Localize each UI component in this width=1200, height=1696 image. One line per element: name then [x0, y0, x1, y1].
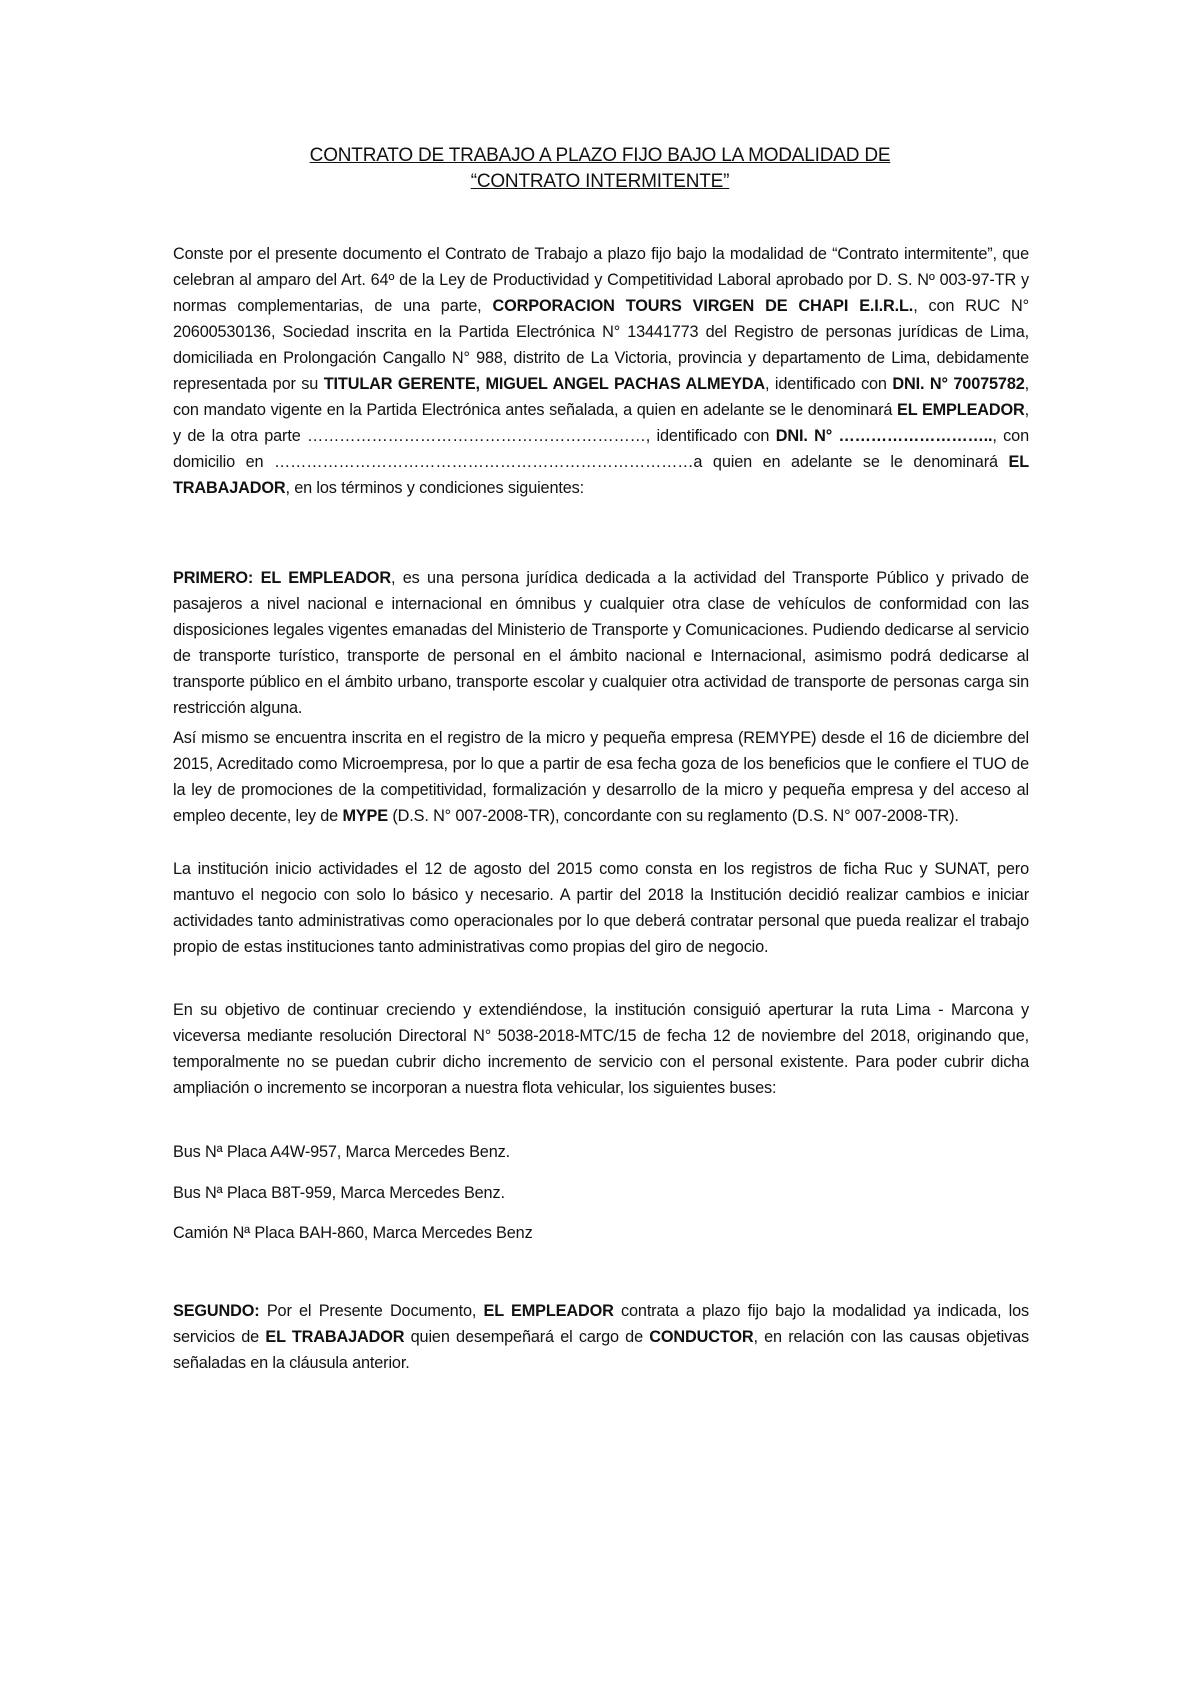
text-segment: quien desempeñará el cargo de: [404, 1328, 650, 1346]
clause-primero-paragraph: [173, 565, 1029, 721]
clause-segundo-block: [173, 1298, 1029, 1376]
text-segment: , y de la otra parte ………………………………………………………, identificado con: [173, 401, 1029, 445]
text-segment: Por el Presente Documento,: [259, 1302, 484, 1320]
bold-text-segment: DNI. N° ………………………..: [775, 427, 993, 445]
bus-list-item: [173, 1220, 1029, 1246]
text-segment: , identificado con: [765, 375, 893, 393]
document-title: [170, 143, 1030, 195]
objetivo-block: [173, 997, 1029, 1101]
text-segment: Así mismo se encuentra inscrita en el registro de la micro y pequeña empresa (REMYPE) desde el 16 de diciembre del 2015, Acreditado como Microempresa, por lo que a partir de esa fecha goza de los beneficios que le confiere el TUO de la ley de promociones de la competitividad, formalización y desarrollo de la micro y pequeña empresa y del acceso al empleo decente, ley de: [173, 729, 1029, 825]
bus-list-item: [173, 1180, 1029, 1206]
text-segment: , en los términos y condiciones siguientes:: [285, 479, 585, 497]
text-segment: (D.S. N° 007-2008-TR), concordante con su reglamento (D.S. N° 007-2008-TR).: [387, 807, 959, 825]
bold-text-segment: SEGUNDO:: [173, 1302, 260, 1320]
text-segment: En su objetivo de continuar creciendo y extendiéndose, la institución consiguió aperturar la ruta Lima - Marcona y viceversa mediante resolución Directoral N° 5038-2018-MTC/15 de fecha 12 de noviembre del 2018, originando que, temporalmente no se puedan cubrir dicho incremento de servicio con el personal existente. Para poder cubrir dicha ampliación o incremento se incorporan a nuestra flota vehicular, los siguientes buses:: [173, 1001, 1029, 1097]
bold-text-segment: TITULAR GERENTE, MIGUEL ANGEL PACHAS ALMEYDA: [323, 375, 765, 393]
intro-block: [173, 241, 1029, 501]
bus-list-item: [173, 1139, 1029, 1165]
bus-line-2: Bus Nª Placa B8T-959, Marca Mercedes Benz.: [173, 1184, 505, 1202]
text-segment: contrata a plazo fijo bajo la modalidad ya indicada, los servicios de: [173, 1302, 1029, 1346]
text-segment: , con RUC N° 20600530136, Sociedad inscrita en la Partida Electrónica N° 13441773 del Registro de personas jurídicas de Lima, domiciliada en Prolongación Cangallo N° 988, distrito de La Victoria, provincia y departamento de Lima, debidamente representada por su: [173, 297, 1030, 393]
bold-text-segment: CONDUCTOR: [649, 1328, 754, 1346]
remype-paragraph: [173, 725, 1029, 829]
text-segment: Conste por el presente documento el Contrato de Trabajo a plazo fijo bajo la modalidad de “Contrato intermitente”, que celebran al amparo del Art. 64º de la Ley de Productividad y Competitividad Laboral aprobado por D. S. Nº 003-97-TR y normas complementarias, de una parte,: [173, 245, 1029, 315]
remype-block: [173, 725, 1029, 829]
bold-text-segment: PRIMERO: EL EMPLEADOR: [173, 569, 391, 587]
title-line-1: CONTRATO DE TRABAJO A PLAZO FIJO BAJO LA MODALIDAD DE: [309, 145, 891, 166]
bold-text-segment: EL TRABAJADOR: [265, 1328, 405, 1346]
institucion-block: [173, 856, 1029, 960]
bold-text-segment: CORPORACION TOURS VIRGEN DE CHAPI E.I.R.L.: [492, 297, 914, 315]
bus-line-3: Camión Nª Placa BAH-860, Marca Mercedes Benz: [173, 1224, 533, 1242]
text-segment: La institución inicio actividades el 12 de agosto del 2015 como consta en los registros de ficha Ruc y SUNAT, pero mantuvo el negocio con solo lo básico y necesario. A partir del 2018 la Institución decidió realizar cambios e iniciar actividades tanto administrativas como operacionales por lo que deberá contratar personal que pueda realizar el trabajo propio de estas instituciones tanto administrativas como propias del giro de negocio.: [173, 860, 1029, 956]
bold-text-segment: EL EMPLEADOR: [483, 1302, 614, 1320]
bold-text-segment: EL TRABAJADOR: [173, 453, 1029, 497]
clause-segundo-paragraph: [173, 1298, 1029, 1376]
bus-line-1: Bus Nª Placa A4W-957, Marca Mercedes Benz.: [173, 1143, 510, 1161]
bold-text-segment: MYPE: [342, 807, 388, 825]
text-segment: , con domicilio en ……………………………………………………………………a quien en adelante se le denominará: [173, 427, 1029, 471]
clause-primero-block: [173, 565, 1029, 721]
objetivo-paragraph: [173, 997, 1029, 1101]
intro-paragraph: [173, 241, 1029, 501]
bold-text-segment: EL EMPLEADOR: [897, 401, 1025, 419]
institucion-paragraph: [173, 856, 1029, 960]
text-segment: , es una persona jurídica dedicada a la actividad del Transporte Público y privado de pasajeros a nivel nacional e internacional en ómnibus y cualquier otra clase de vehículos de conformidad con las disposiciones legales vigentes emanadas del Ministerio de Transporte y Comunicaciones. Pudiendo dedicarse al servicio de transporte turístico, transporte de personal en el ámbito nacional e Internacional, asimismo podrá dedicarse al transporte público en el ámbito urbano, transporte escolar y cualquier otra actividad de transporte de personas carga sin restricción alguna.: [173, 569, 1029, 717]
title-line-2: “CONTRATO INTERMITENTE”: [470, 171, 730, 192]
bold-text-segment: DNI. N° 70075782: [892, 375, 1025, 393]
text-segment: , en relación con las causas objetivas señaladas en la cláusula anterior.: [173, 1328, 1029, 1372]
text-segment: , con mandato vigente en la Partida Electrónica antes señalada, a quien en adelante se le denominará: [173, 375, 1029, 419]
